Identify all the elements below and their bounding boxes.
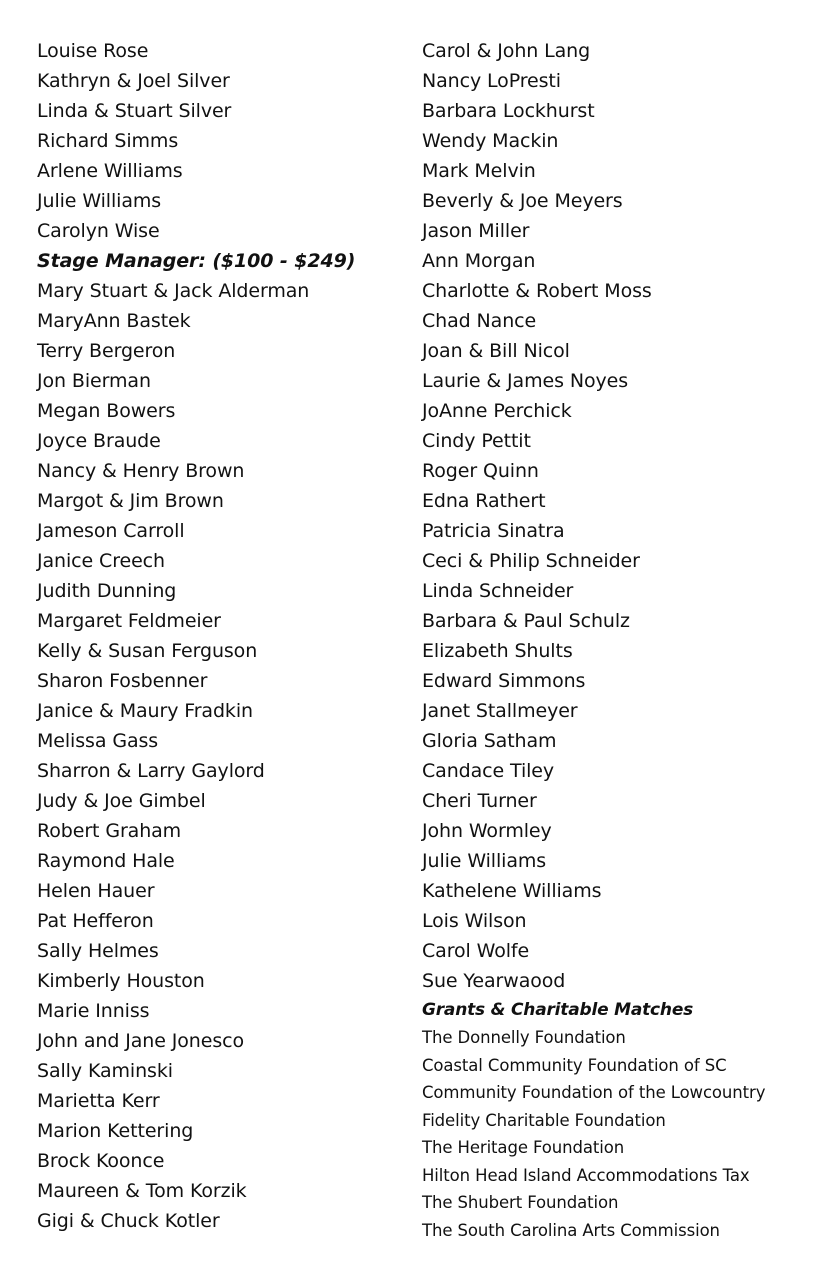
donor-name: Nancy LoPresti [422, 70, 561, 92]
grant-organization: Fidelity Charitable Foundation [422, 1110, 666, 1130]
donor-name: Maureen & Tom Korzik [37, 1180, 247, 1202]
donor-name: Marion Kettering [37, 1120, 194, 1142]
donor-name: Brock Koonce [37, 1150, 165, 1172]
donor-name: Kathelene Williams [422, 880, 602, 902]
donor-name: Wendy Mackin [422, 130, 559, 152]
donor-name: Kelly & Susan Ferguson [37, 640, 258, 662]
donor-name: Laurie & James Noyes [422, 370, 628, 392]
donor-name: Melissa Gass [37, 730, 159, 752]
donor-name: Carol & John Lang [422, 40, 591, 62]
donor-name: Sue Yearwaood [422, 970, 566, 992]
donor-name: Kathryn & Joel Silver [37, 70, 230, 92]
donor-name: Megan Bowers [37, 400, 176, 422]
donor-name: Jon Bierman [37, 370, 151, 392]
donor-name: Mark Melvin [422, 160, 536, 182]
grant-organization: Hilton Head Island Accommodations Tax [422, 1165, 750, 1185]
donor-name: Marie Inniss [37, 1000, 150, 1022]
donor-name: Julie Williams [37, 190, 162, 212]
grants-list [422, 1024, 802, 1244]
grant-organization: The South Carolina Arts Commission [422, 1220, 720, 1240]
donor-name: Janice Creech [37, 550, 165, 572]
donor-name: Mary Stuart & Jack Alderman [37, 280, 310, 302]
donor-name: Elizabeth Shults [422, 640, 573, 662]
donor-name: MaryAnn Bastek [37, 310, 191, 332]
donor-name: Margaret Feldmeier [37, 610, 221, 632]
donor-name: Linda Schneider [422, 580, 574, 602]
donor-name: Cindy Pettit [422, 430, 531, 452]
donor-name: Linda & Stuart Silver [37, 100, 232, 122]
donor-name: Joan & Bill Nicol [422, 340, 570, 362]
donor-name: Arlene Williams [37, 160, 183, 182]
donor-name: Judith Dunning [37, 580, 177, 602]
donor-name: Carolyn Wise [37, 220, 160, 242]
donor-name: Judy & Joe Gimbel [37, 790, 206, 812]
grant-organization: Community Foundation of the Lowcountry [422, 1083, 766, 1102]
donor-name: John and Jane Jonesco [37, 1030, 244, 1052]
donor-name: Janice & Maury Fradkin [37, 700, 253, 722]
grant-organization: The Donnelly Foundation [422, 1028, 626, 1047]
donor-name: John Wormley [422, 820, 552, 842]
donor-name: Louise Rose [37, 40, 149, 62]
donor-name: Terry Bergeron [37, 340, 176, 362]
donor-name: Janet Stallmeyer [422, 700, 578, 722]
stage-manager-donor-list-continued [422, 36, 802, 996]
donor-name: Patricia Sinatra [422, 520, 565, 542]
donor-name: Barbara Lockhurst [422, 100, 595, 122]
donor-name: Charlotte & Robert Moss [422, 280, 652, 302]
donor-name: Ann Morgan [422, 250, 536, 272]
donor-name: Kimberly Houston [37, 970, 205, 992]
donor-name: Ceci & Philip Schneider [422, 550, 640, 572]
donor-name: Sally Kaminski [37, 1060, 173, 1082]
donor-list-continued [37, 36, 407, 246]
donor-name: Jason Miller [422, 220, 530, 242]
donor-name: Candace Tiley [422, 760, 555, 782]
donor-name: Edna Rathert [422, 490, 546, 512]
donor-name: Julie Williams [422, 850, 547, 872]
grants-heading: Grants & Charitable Matches [422, 1000, 694, 1020]
donor-name: Lois Wilson [422, 910, 527, 932]
donor-name: Helen Hauer [37, 880, 155, 902]
donor-name: Pat Hefferon [37, 910, 154, 932]
donor-name: Joyce Braude [37, 430, 161, 452]
grant-organization: The Heritage Foundation [422, 1138, 625, 1157]
donor-name: Cheri Turner [422, 790, 537, 812]
donor-name: Marietta Kerr [37, 1090, 160, 1112]
grant-organization: The Shubert Foundation [422, 1193, 619, 1212]
donor-name: JoAnne Perchick [422, 400, 572, 422]
donor-name: Raymond Hale [37, 850, 175, 872]
donor-name: Beverly & Joe Meyers [422, 190, 623, 212]
right-column [422, 36, 802, 1244]
donor-name: Robert Graham [37, 820, 182, 842]
stage-manager-donor-list [37, 276, 407, 1236]
donor-name: Edward Simmons [422, 670, 586, 692]
donor-name: Sharon Fosbenner [37, 670, 208, 692]
donor-name: Jameson Carroll [37, 520, 185, 542]
donor-name: Nancy & Henry Brown [37, 460, 245, 482]
donor-name: Chad Nance [422, 310, 537, 332]
left-column [37, 36, 407, 1236]
donor-name: Richard Simms [37, 130, 179, 152]
stage-manager-heading: Stage Manager: ($100 - $249) [37, 250, 356, 272]
donor-name: Barbara & Paul Schulz [422, 610, 630, 632]
donor-name: Gloria Satham [422, 730, 557, 752]
donor-name: Sharron & Larry Gaylord [37, 760, 265, 782]
donor-name: Carol Wolfe [422, 940, 530, 962]
donor-name: Sally Helmes [37, 940, 159, 962]
donor-name: Margot & Jim Brown [37, 490, 224, 512]
donor-name: Gigi & Chuck Kotler [37, 1210, 220, 1232]
donor-name: Roger Quinn [422, 460, 539, 482]
grant-organization: Coastal Community Foundation of SC [422, 1055, 727, 1075]
